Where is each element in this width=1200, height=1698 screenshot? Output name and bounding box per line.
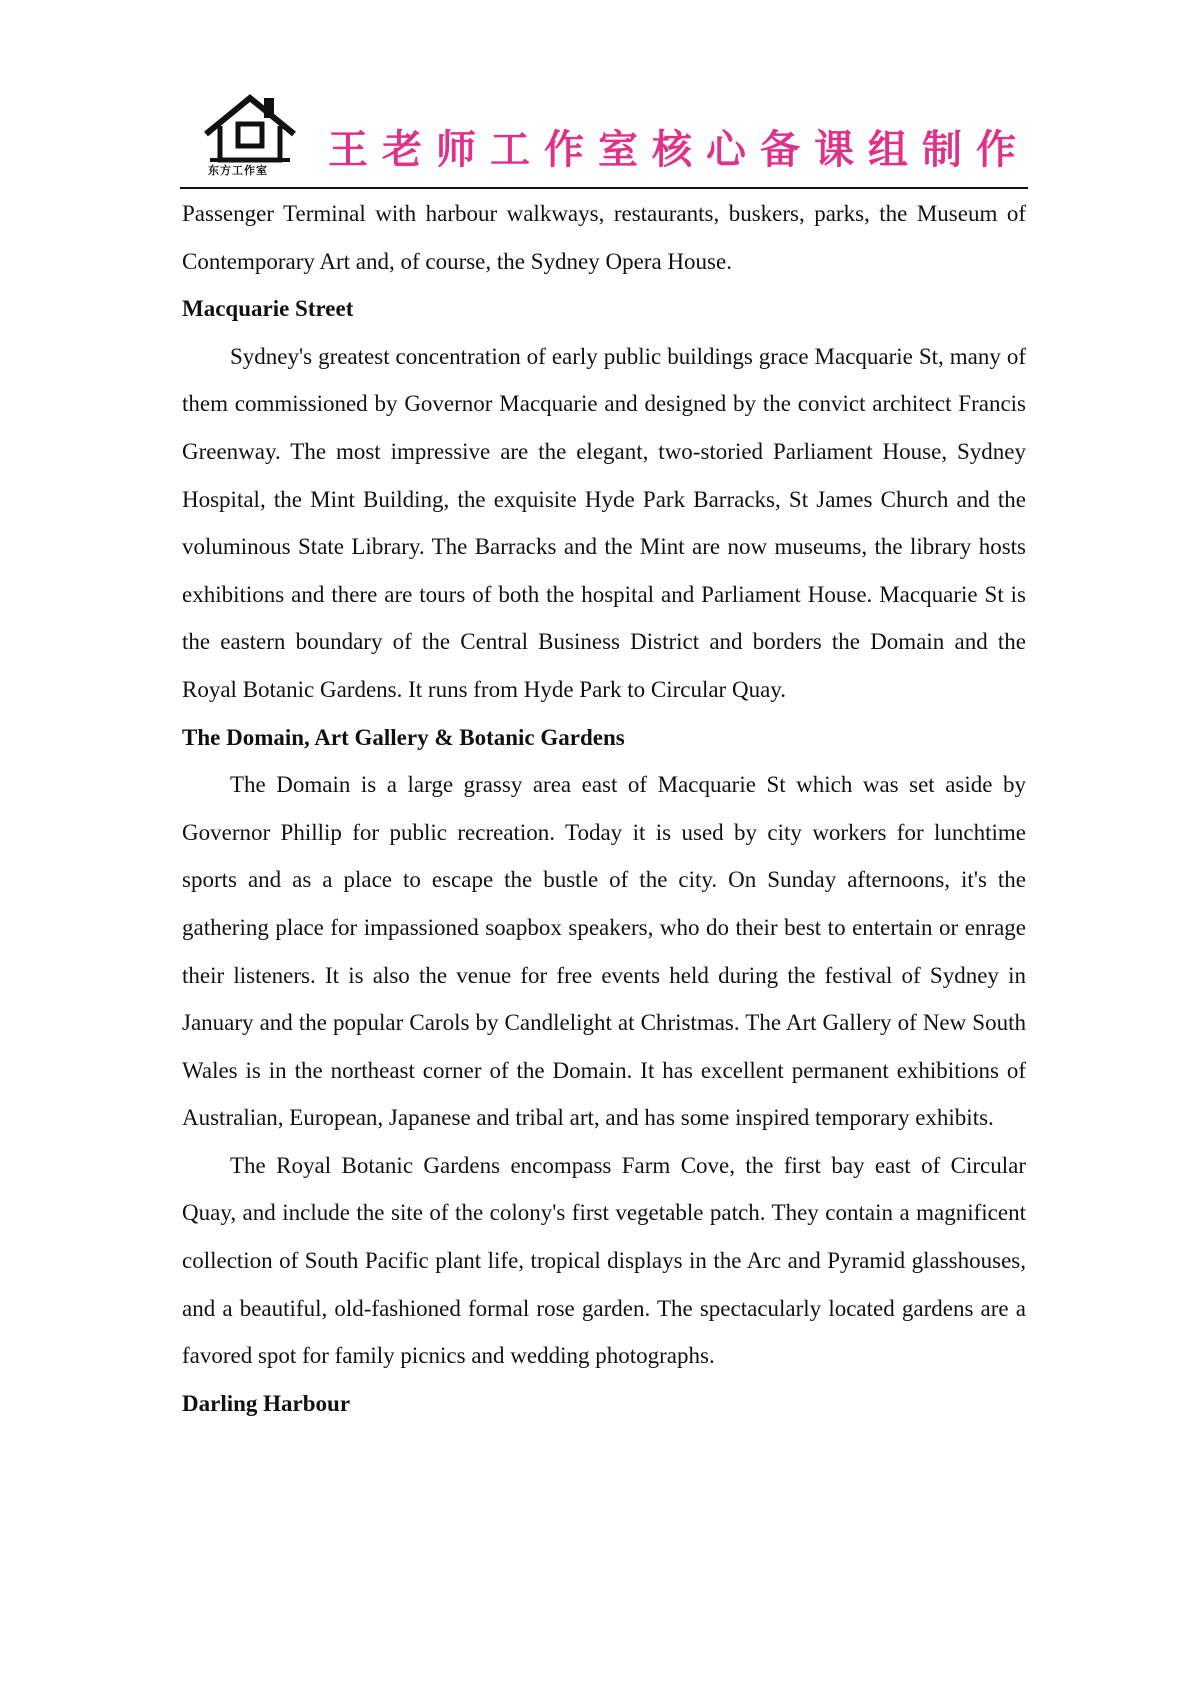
paragraph-domain: The Domain is a large grassy area east of Macquarie St which was set aside by Governor Phillip for public recreation. Today it is used by city workers for lunchtime sports and as a place to escape the bustle of the city. On Sunday afternoons, it's the gathering place for impassioned soapbox speakers, who do their best to entertain or enrage their listeners. It is also the venue for free events held during the festival of Sydney in January and the popular Carols by Candlelight at Christmas. The Art Gallery of New South Wales is in the northeast corner of the Domain. It has excellent permanent exhibitions of Australian, European, Japanese and tribal art, and has some inspired temporary exhibits. <box>182 772 1026 1131</box>
paragraph-continued: Passenger Terminal with harbour walkways, restaurants, buskers, parks, the Museum of Contemporary Art and, of course, the Sydney Opera House. <box>182 201 1026 274</box>
section-heading-domain: The Domain, Art Gallery & Botanic Gardens <box>182 724 625 750</box>
paragraph-botanic-gardens: The Royal Botanic Gardens encompass Farm Cove, the first bay east of Circular Quay, and include the site of the colony's first vegetable patch. They contain a magnificent collection of South Pacific plant life, tropical displays in the Arc and Pyramid glasshouses, and a beautiful, old-fashioned formal rose garden. The spectacularly located gardens are a favored spot for family picnics and wedding photographs. <box>182 1152 1026 1369</box>
section-heading-macquarie-street: Macquarie Street <box>182 296 354 322</box>
page-header <box>180 80 1028 190</box>
logo-caption: 东方工作室 <box>208 164 268 177</box>
section-heading-darling-harbour: Darling Harbour <box>182 1390 351 1416</box>
article-body <box>182 190 1026 1427</box>
header-banner-title: 王老师工作室核心备课组制作 <box>328 127 1030 173</box>
header-divider <box>180 187 1028 189</box>
paragraph-macquarie-street: Sydney's greatest concentration of early public buildings grace Macquarie St, many of them commissioned by Governor Macquarie and designed by the convict architect Francis Greenway. The most impressive are the elegant, two-storied Parliament House, Sydney Hospital, the Mint Building, the exquisite Hyde Park Barracks, St James Church and the voluminous State Library. The Barracks and the Mint are now museums, the library hosts exhibitions and there are tours of both the hospital and Parliament House. Macquarie St is the eastern boundary of the Central Business District and borders the Domain and the Royal Botanic Gardens. It runs from Hyde Park to Circular Quay. <box>182 343 1026 702</box>
